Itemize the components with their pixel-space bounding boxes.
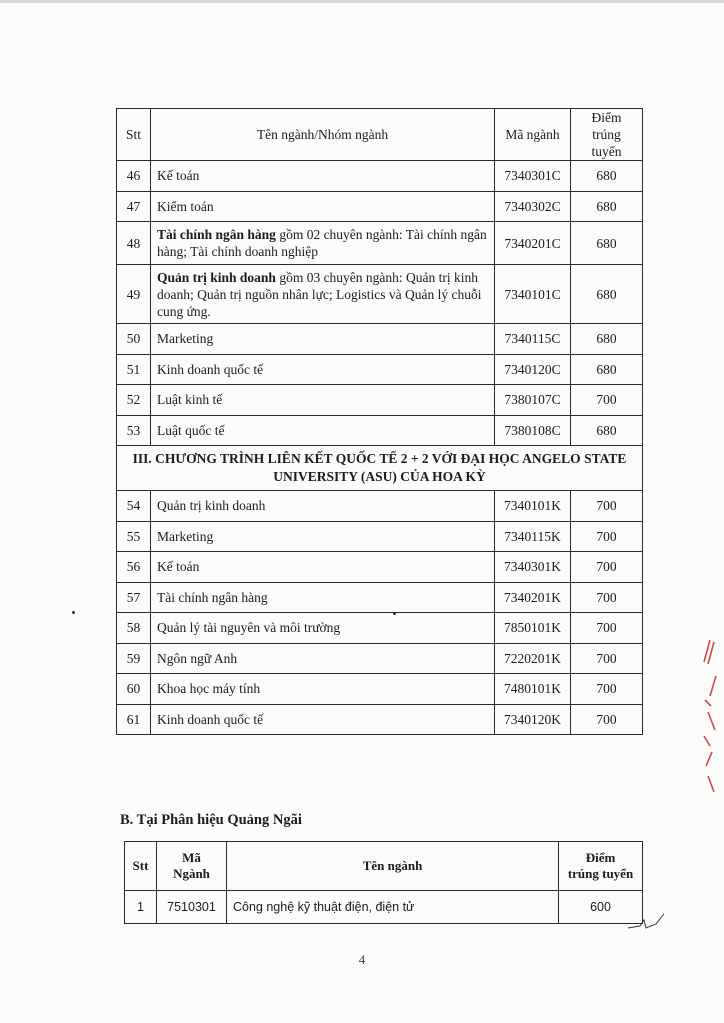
row-major-code: 7340101C <box>495 265 571 324</box>
table-row <box>117 222 643 265</box>
row-score: 680 <box>571 354 643 385</box>
header-score-line2: trúng tuyển <box>591 127 622 159</box>
row-stt: 59 <box>117 643 151 674</box>
row-score: 600 <box>559 891 643 924</box>
row-major-name: Công nghệ kỹ thuật điện, điện tử <box>227 891 559 924</box>
header-major-name: Tên ngành <box>227 842 559 891</box>
table-row <box>117 582 643 613</box>
table-row <box>117 674 643 705</box>
section-b-title: B. Tại Phân hiệu Quảng Ngãi <box>120 812 302 828</box>
row-major-code: 7340115C <box>495 324 571 355</box>
table-row <box>117 415 643 446</box>
row-stt: 55 <box>117 521 151 552</box>
table-row <box>117 704 643 735</box>
header-score-line1: Điểm <box>591 110 622 125</box>
row-stt: 47 <box>117 191 151 222</box>
row-score: 700 <box>571 613 643 644</box>
row-major-name: Kiểm toán <box>151 191 495 222</box>
header-score-line2: trúng tuyển <box>567 866 634 881</box>
scan-dot-icon <box>72 611 75 614</box>
table-header-row <box>125 842 643 891</box>
table-row <box>117 643 643 674</box>
header-major-code: Mã ngành <box>495 109 571 161</box>
row-stt: 56 <box>117 552 151 583</box>
major-group-name: Tài chính ngân hàng <box>157 227 276 242</box>
row-score: 680 <box>571 222 643 265</box>
row-stt: 1 <box>125 891 157 924</box>
row-major-name <box>151 222 495 265</box>
stamp-fragment-icon <box>696 636 724 796</box>
row-major-name: Quản trị kinh doanh <box>151 491 495 522</box>
table-row <box>117 613 643 644</box>
header-stt: Stt <box>125 842 157 891</box>
scan-top-edge <box>0 0 724 3</box>
row-score: 680 <box>571 415 643 446</box>
row-stt: 60 <box>117 674 151 705</box>
admission-scores-table <box>116 108 643 735</box>
header-score-line1: Điểm <box>585 850 616 865</box>
row-score: 700 <box>571 521 643 552</box>
row-major-name: Kế toán <box>151 552 495 583</box>
row-major-code: 7480101K <box>495 674 571 705</box>
major-group-name: Quản trị kinh doanh <box>157 269 276 285</box>
row-major-code: 7380108C <box>495 415 571 446</box>
row-major-name: Marketing <box>151 521 495 552</box>
row-major-name: Ngôn ngữ Anh <box>151 643 495 674</box>
row-major-code: 7340115K <box>495 521 571 552</box>
row-major-code: 7340302C <box>495 191 571 222</box>
row-major-code: 7220201K <box>495 643 571 674</box>
row-major-code: 7340101K <box>495 491 571 522</box>
table-row <box>117 521 643 552</box>
row-stt: 54 <box>117 491 151 522</box>
row-score: 700 <box>571 491 643 522</box>
major-group-detail: gồm 03 chuyên ngành: Quản trị kinh doanh; Quản trị nguồn nhân lực; Logistics và Quản lý chuỗi cung ứng. <box>157 269 482 319</box>
row-major-name: Kinh doanh quốc tế <box>151 354 495 385</box>
row-major-name: Tài chính ngân hàng <box>151 582 495 613</box>
row-major-code: 7340301C <box>495 161 571 192</box>
row-major-code: 7510301 <box>157 891 227 924</box>
table-row <box>125 891 643 924</box>
row-stt: 46 <box>117 161 151 192</box>
pen-tick-icon <box>626 912 666 936</box>
scan-dot-icon <box>393 612 396 615</box>
row-score: 680 <box>571 191 643 222</box>
table-row <box>117 385 643 416</box>
row-score: 700 <box>571 643 643 674</box>
row-stt: 48 <box>117 222 151 265</box>
page-number: 4 <box>358 952 366 967</box>
row-major-code: 7340201K <box>495 582 571 613</box>
row-score: 680 <box>571 161 643 192</box>
row-major-code: 7340301K <box>495 552 571 583</box>
table-row <box>117 552 643 583</box>
row-score: 700 <box>571 704 643 735</box>
table-row <box>117 491 643 522</box>
row-stt: 50 <box>117 324 151 355</box>
row-score: 700 <box>571 552 643 583</box>
section-title-line1: III. CHƯƠNG TRÌNH LIÊN KẾT QUỐC TẾ 2 + 2 VỚI ĐẠI HỌC ANGELO STATE <box>132 451 627 466</box>
row-major-name: Marketing <box>151 324 495 355</box>
row-major-code: 7340201C <box>495 222 571 265</box>
row-stt: 52 <box>117 385 151 416</box>
row-stt: 61 <box>117 704 151 735</box>
row-major-name: Kế toán <box>151 161 495 192</box>
table-header-row <box>117 109 643 161</box>
row-major-code: 7850101K <box>495 613 571 644</box>
row-score: 680 <box>571 265 643 324</box>
row-major-code: 7380107C <box>495 385 571 416</box>
row-stt: 53 <box>117 415 151 446</box>
row-major-name: Luật quốc tế <box>151 415 495 446</box>
row-stt: 58 <box>117 613 151 644</box>
row-stt: 51 <box>117 354 151 385</box>
section-title-line2: UNIVERSITY (ASU) CỦA HOA KỲ <box>273 469 486 484</box>
header-stt: Stt <box>117 109 151 161</box>
quang-ngai-scores-table <box>124 841 643 924</box>
section-row <box>117 446 643 491</box>
row-stt: 49 <box>117 265 151 324</box>
table-row <box>117 265 643 324</box>
header-major-code: Mã Ngành <box>157 842 227 891</box>
row-major-code: 7340120K <box>495 704 571 735</box>
row-score: 700 <box>571 674 643 705</box>
row-major-name: Quản lý tài nguyên và môi trường <box>151 613 495 644</box>
table-row <box>117 324 643 355</box>
row-score: 680 <box>571 324 643 355</box>
row-stt: 57 <box>117 582 151 613</box>
table-row <box>117 161 643 192</box>
row-major-name: Khoa học máy tính <box>151 674 495 705</box>
header-major-name: Tên ngành/Nhóm ngành <box>151 109 495 161</box>
row-major-name: Luật kinh tế <box>151 385 495 416</box>
table-row <box>117 354 643 385</box>
row-score: 700 <box>571 385 643 416</box>
major-group-detail: gồm 02 chuyên ngành: Tài chính ngân hàng; Tài chính doanh nghiệp <box>157 227 487 259</box>
row-major-code: 7340120C <box>495 354 571 385</box>
row-major-name <box>151 265 495 324</box>
header-score <box>571 109 643 161</box>
table-row <box>117 191 643 222</box>
row-score: 700 <box>571 582 643 613</box>
section-title <box>117 446 643 491</box>
header-score <box>559 842 643 891</box>
row-major-name: Kinh doanh quốc tế <box>151 704 495 735</box>
